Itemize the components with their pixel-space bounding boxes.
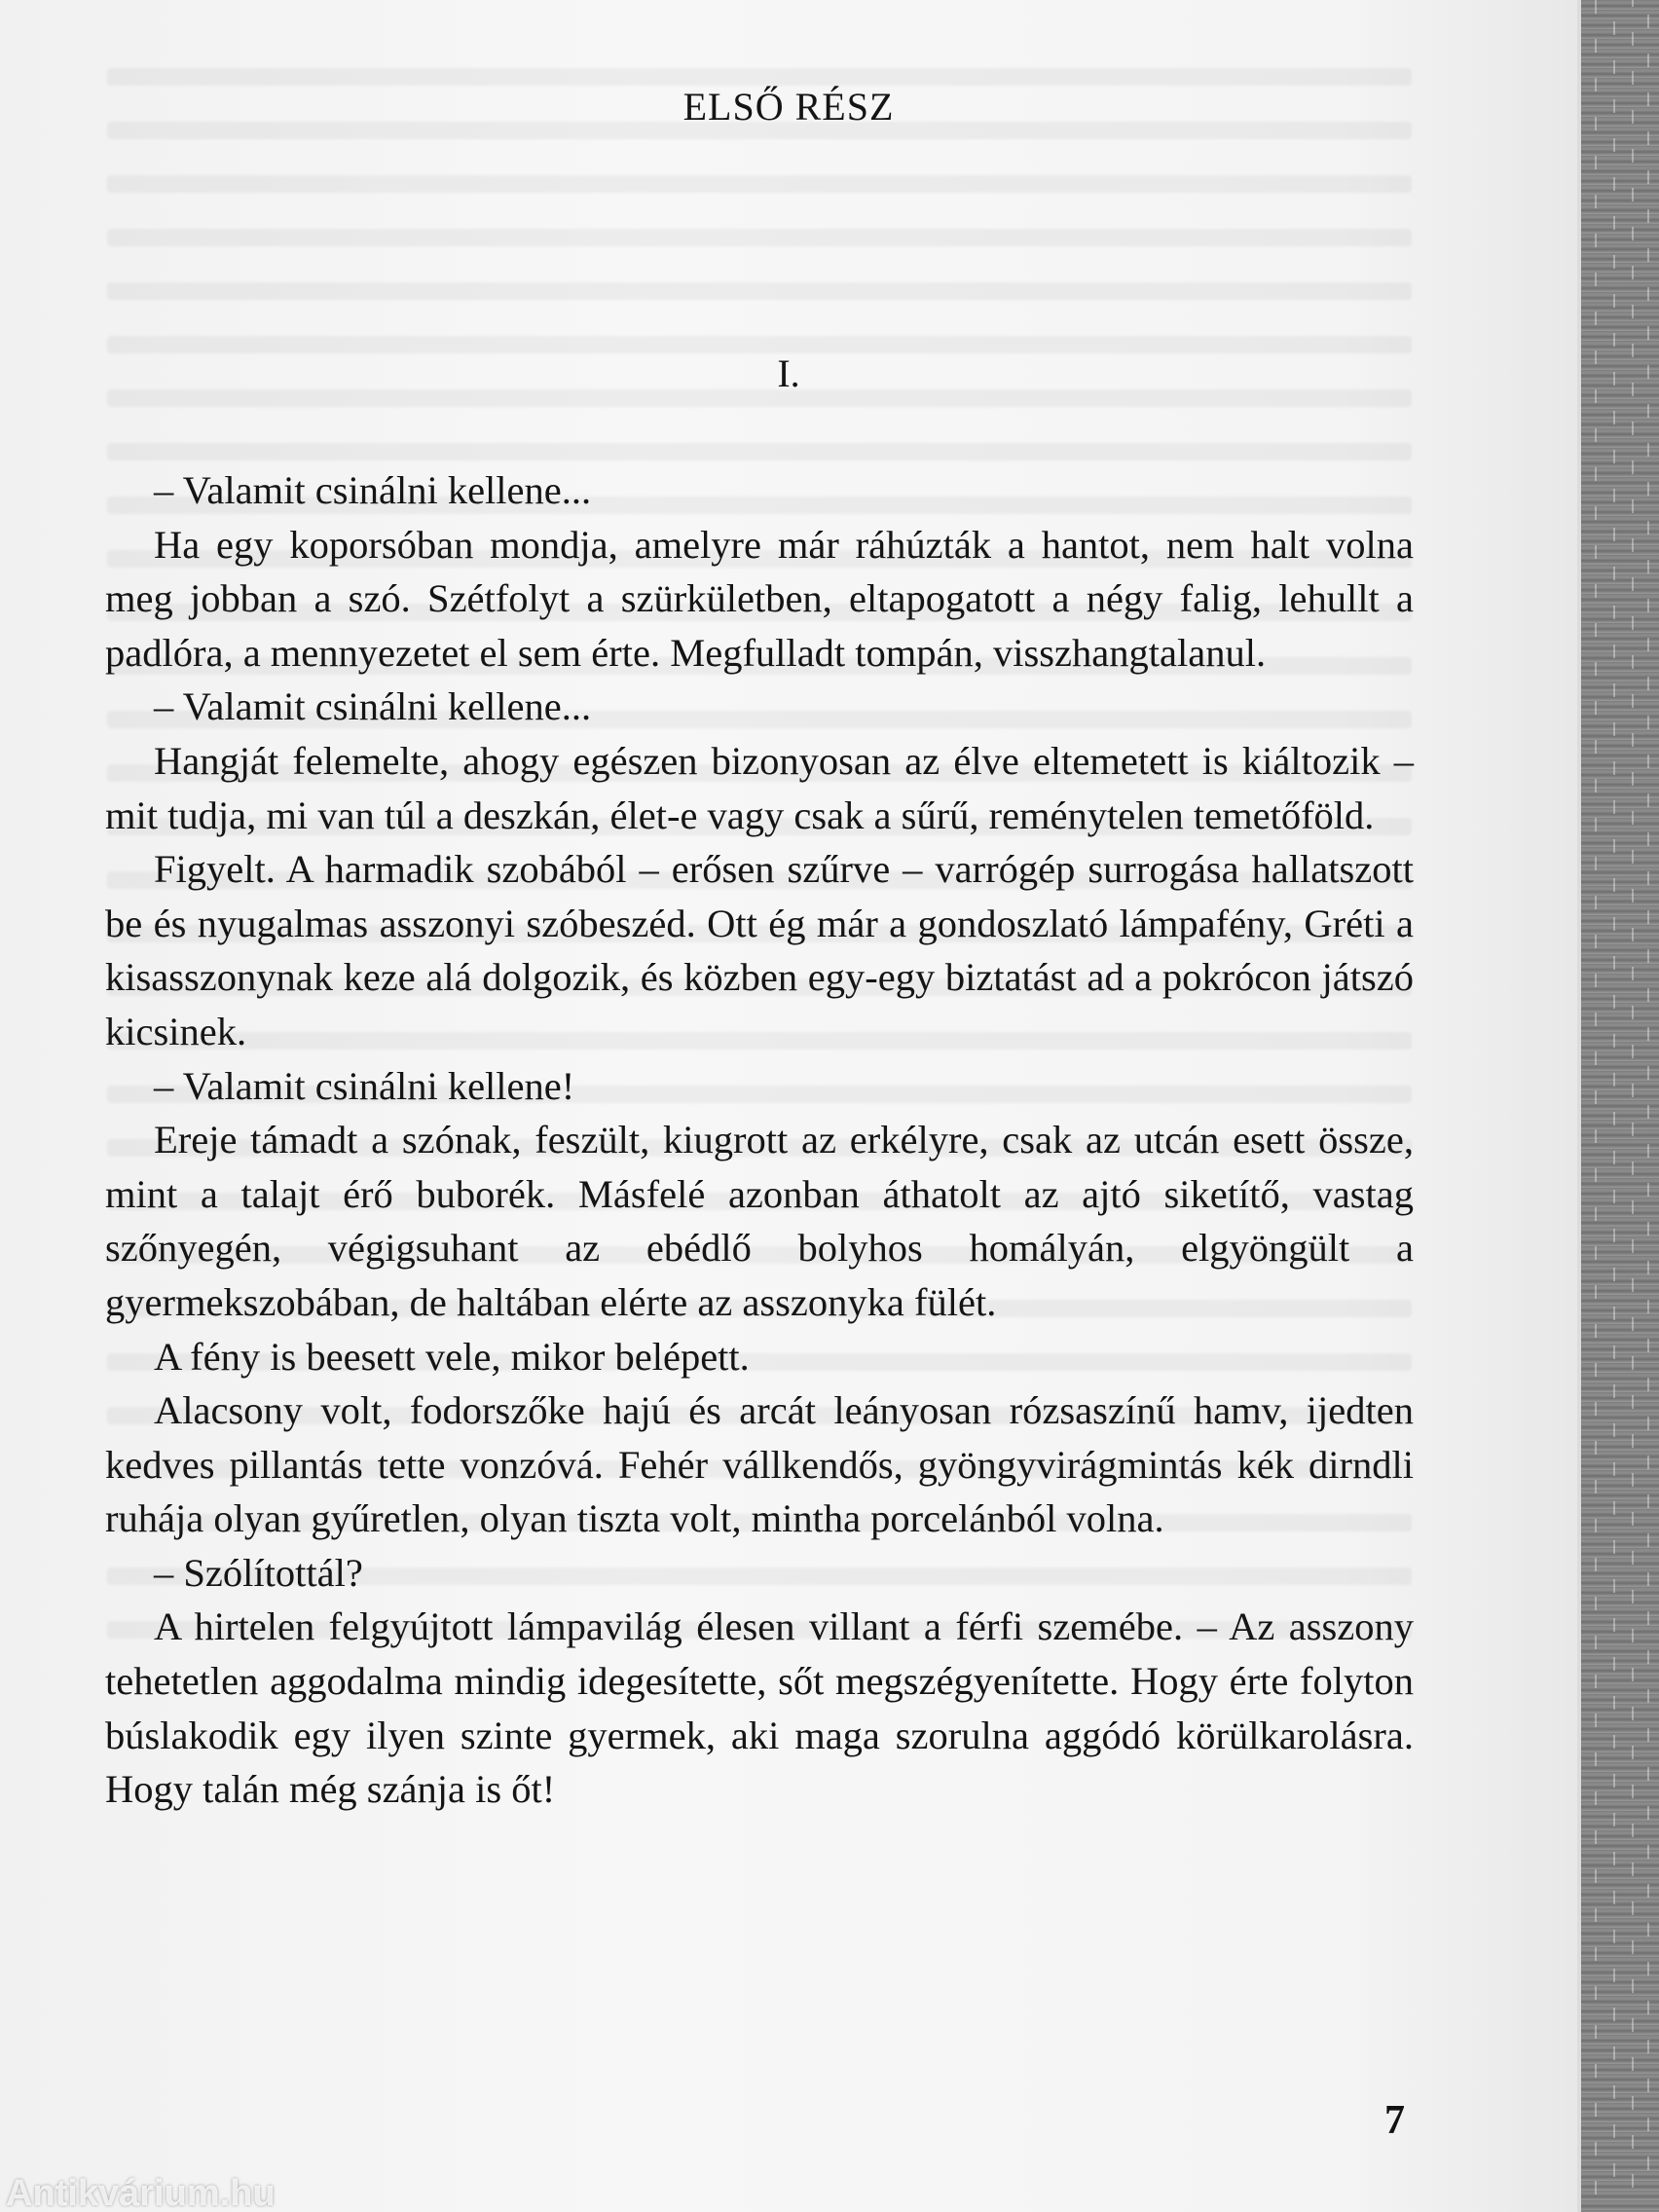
paragraph-7: Ereje támadt a szónak, feszült, kiugrott az erkélyre, csak az utcán esett össze, mint a talajt érő buborék. Másfelé azonban áthatolt az ajtó siketítő, vastag szőnyegén, végigsuhant az ebédlő bolyhos homályán, elgyöngült a gyermekszobában, de haltában elérte az asszonyka fülét. — [105, 1118, 1414, 1324]
paragraph-5: Figyelt. A harmadik szobából – erősen szűrve – varrógép surrogása hallatszott be és nyugalmas asszonyi szóbeszéd. Ott ég már a gondoszlató lámpafény, Gréti a kisasszonynak keze alá dolgozik, és közben egy-egy biztatást ad a pokrócon játszó kicsinek. — [105, 847, 1414, 1053]
paragraph-9: Alacsony volt, fodorszőke hajú és arcát leányosan rózsaszínű hamv, ijedten kedves pillantás tette vonzóvá. Fehér vállkendős, gyöngyvirágmintás kék dirndli ruhája olyan gyűretlen, olyan tiszta volt, mintha porcelánból volna. — [105, 1388, 1414, 1541]
paragraph-10: – Szólítottál? — [154, 1550, 363, 1595]
part-title: ELSŐ RÉSZ — [682, 85, 895, 129]
paragraph-8: A fény is beesett vele, mikor belépett. — [154, 1334, 750, 1379]
page-edge-stack — [1577, 0, 1659, 2212]
chapter-number: I. — [777, 351, 800, 395]
page-number: 7 — [1384, 2098, 1405, 2143]
paragraph-1: – Valamit csinálni kellene... — [154, 468, 592, 512]
watermark: Antikvárium.hu — [6, 2173, 276, 2212]
paragraph-11: A hirtelen felgyújtott lámpavilág élesen villant a férfi szemébe. – Az asszony tehetetlen aggodalma mindig idegesítette, sőt megszégyenítette. Hogy érte folyton búslakodik egy ilyen szinte gyermek, aki maga szorulna aggódó körülkarolásra. Hogy talán még szánja is őt! — [105, 1604, 1414, 1812]
paragraph-6: – Valamit csinálni kellene! — [154, 1063, 575, 1108]
paragraph-4: Hangját felemelte, ahogy egészen bizonyosan az élve eltemetett is kiáltozik – mit tudja, mi van túl a deszkán, élet-e vagy csak a sűrű, reménytelen temetőföld. — [105, 738, 1414, 837]
paragraph-3: – Valamit csinálni kellene... — [154, 684, 592, 729]
paragraph-2: Ha egy koporsóban mondja, amelyre már ráhúzták a hantot, nem halt volna meg jobban a szó. Szétfolyt a szürkületben, eltapogatott a négy falig, lehullt a padlóra, a mennyezetet el sem érte. Megfulladt tompán, visszhangtalanul. — [105, 522, 1414, 675]
body-text — [105, 463, 1414, 1817]
